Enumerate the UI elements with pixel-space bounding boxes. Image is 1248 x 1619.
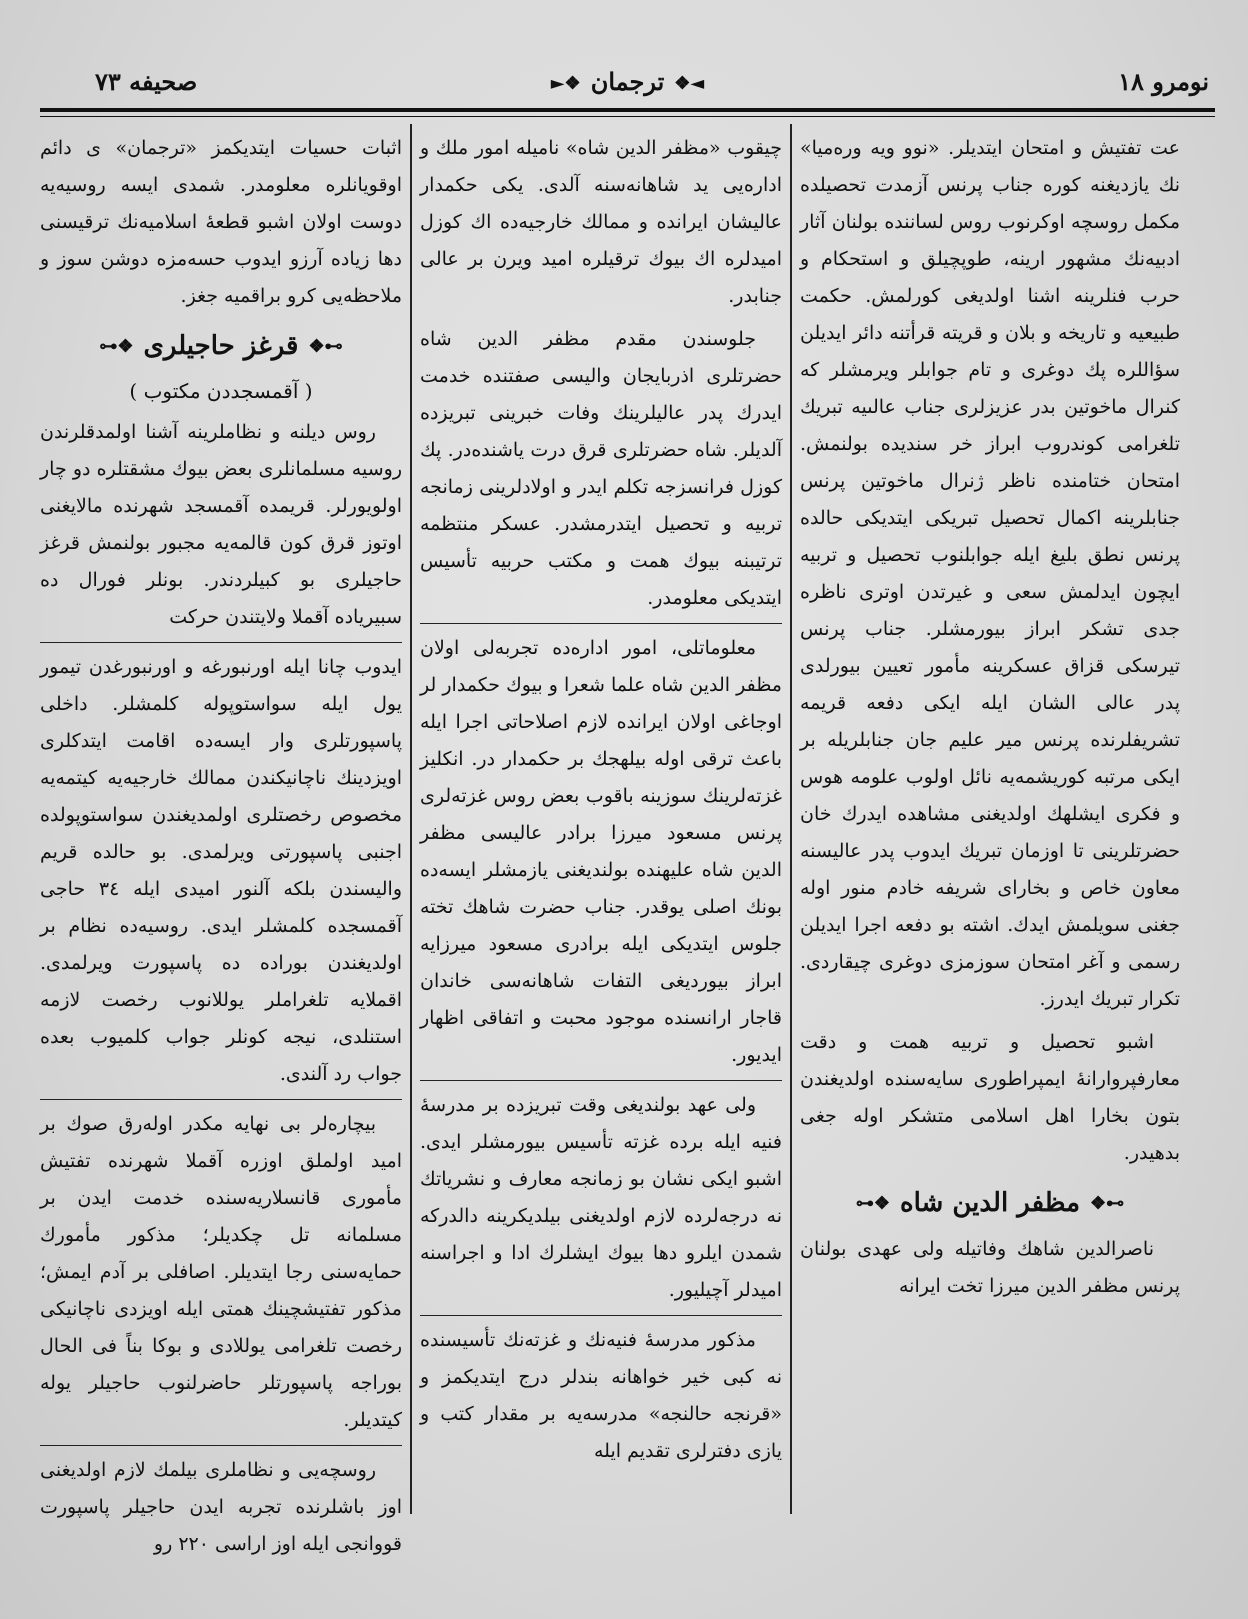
article-paragraph: روسچەيى و نظاملرى بيلمك لازم اولديغنى اوز باشلرنده تجربه ايدن حاجيلر پاسپورت قووانجى ايله اوز اراسى ٢٢٠ رو — [40, 1459, 402, 1555]
paragraph-rule — [40, 1445, 402, 1446]
paragraph-rule — [420, 1080, 782, 1081]
section-heading — [40, 323, 402, 370]
issue-number: نومرو ١٨ — [1118, 67, 1209, 96]
page-number: صحيفه ٧٣ — [95, 67, 198, 96]
ornament-icon: ⊶❖ — [1090, 1193, 1125, 1214]
section-heading-text: مظفر الدين شاه — [899, 1188, 1080, 1218]
paragraph-rule — [40, 642, 402, 643]
masthead-title-text: ترجمان — [590, 67, 665, 96]
column-divider — [410, 124, 412, 1514]
article-paragraph: بيچارەلر بى نهايه مكدر اولەرق صوك بر اميد اولملق اوزره آقملا شهرنده تفتيش مأمورى قانسلاريەسنده خدمت ايدن بر مسلمانه تل چكديلر؛ مذكور مأمورك حمايەسنى رجا ايتديلر. اصافلى بر آدم ايمش؛ مذكور تفتيشچينك همتى ايله اويزدى ناچانيكى رخصت تلغرامى يوللادى و بوكا بناً فى الحال بوراجه پاسپورتلر حاضرلنوب حاجيلر يوله كيتديلر. — [40, 1113, 402, 1431]
paragraph-rule — [420, 623, 782, 624]
column-right — [800, 130, 1180, 1515]
article-paragraph: مذكور مدرسۀ فنيەنك و غزتەنك تأسيسنده نه كبى خير خواهانه بندلر درج ايتديكمز و «قرنجه حالنجه» مدرسەيه بر مقدار كتب و يازى دفترلرى تقديم ايله — [420, 1329, 782, 1462]
article-paragraph: روس ديلنه و نظاملرينه آشنا اولمدقلرندن روسيه مسلمانلرى بعض بيوك مشقتلره دو چار اولويورلر. قريمده آقمسجد شهرنده مالايغنى اوتوز قرق كون قالمەيه مجبور بولنمش قرغز حاجيلرى بو كبيلردندر. بونلر فورال ده سبيرياده آقملا ولايتندن حركت — [40, 421, 402, 628]
article-paragraph: عت تفتيش و امتحان ايتديلر. «نوو ويه ورەميا» نك يازديغنه كوره جناب پرنس آزمدت تحصيلده مكمل روسچه اوكرنوب روس لسانندە بولنان آثار ادبيەنك مشهور ارينه، طوپچيلق و استحكام و حرب فنلرينه اشنا اولديغى كورلمش. حكمت طبيعيه و تاريخه و بلان و قريته قرأتنه دائر ايديلن سؤاللره پك دوغرى و تام جوابلر ويرمشلر كه كنرال ماخوتين بدر عزيزلرى جناب عالىيه تبريك تلغرامى كوندروب ابراز خر سنديده بولنمش. امتحان ختامنده ناظر ژنرال ماخوتين پرنس جنابلرينه اكمال تحصيل تبريكى ايتديكى حالده پرنس نطق بليغ ايله جوابلنوب تحصيل و تربيه ايچون ايدلمش سعى و غيرتدن اوترى ناظره جدى تشكر ابراز بيورمشلر. جناب پرنس تيرسكى قزاق عسكرينه مأمور تعيين بيورلدى پدر عالى الشان ايله ايكى دفعه قريمه تشريفلرنده پرنس مير عليم جان جنابلريله بر ايكى مرتبه كوريشمەيە نائل اولوب علومه هوس و فكرى ايشلهك اولديغنى مشاهده ايدرك خان حضرتلرينى تا اوزمان تبريك ايدوب پدر عاليسنه معاون خاص و بخاراى شريفه خادم منور اوله جغنى سويلمش ايدك. اشته بو دفعه اجرا ايديلن رسمى و آغر امتحان سوزمزى دوغرى چيقاردى. تكرار تبريك ايدرز. — [800, 137, 1180, 1010]
header-rule — [40, 108, 1215, 112]
article-paragraph: جلوسندن مقدم مظفر الدين شاه حضرتلرى اذربايجان واليسى صفتنده خدمت ايدرك پدر عاليلرينك وفات خبرينى تبريزده آلديلر. شاه حضرتلرى قرق درت ياشندەدر. پك كوزل فرانسزجه تكلم ايدر و اولادلرينى زمانجه تربيه و تحصيل ايتدرمشدر. عسكر منتظمه ترتيبنه بيوك همت و مكتب حربيه تأسيس ايتديكى معلومدر. — [420, 328, 782, 609]
column-middle — [420, 130, 782, 1515]
ornament-icon: ⊶❖ — [308, 336, 343, 357]
page-header — [40, 60, 1215, 108]
header-rule-thin — [40, 116, 1215, 117]
masthead-title — [40, 66, 1215, 100]
ornament-icon: ❖⊷ — [99, 336, 134, 357]
paragraph-rule — [40, 1099, 402, 1100]
column-left — [40, 130, 402, 1555]
column-divider — [790, 124, 792, 1514]
article-paragraph: اثبات حسيات ايتديكمز «ترجمان» ى دائم اوقويانلره معلومدر. شمدى ايسه روسيەيه دوست اولان اشبو قطعۀ اسلاميەنك ترقيسنى دها زياده آرزو ايدوب حسەمزه دوشن سوز و ملاحظەيى كرو براقميه جغز. — [40, 137, 402, 307]
paragraph-rule — [420, 1315, 782, 1316]
article-paragraph: ناصرالدين شاهك وفاتيله ولى عهدى بولنان پرنس مظفر الدين ميرزا تخت ايرانه — [800, 1238, 1180, 1297]
ornament-icon: ◄❖ — [674, 72, 705, 94]
article-paragraph: معلوماتلى، امور ادارەده تجربەلى اولان مظفر الدين شاه علما شعرا و بيوك حكمدار لر اوجاغى اولان ايرانده لازم اصلاحاتى اجرا ايله باعث ترقى اوله بيلهجك بر حكمدار در. انكليز غزتەلرينك سوزينه باقوب بعض روس غزتەلرى پرنس مسعود ميرزا برادر عاليسى مظفر الدين شاه عليهنده بولنديغنى يازمشلر ايسەده بونك اصلى يوقدر. جناب حضرت شاهك تخته جلوس ايتديكى ايله برادرى مسعود ميرزايه ابراز بيورديغى التفات شاهانەسى خاندان قاجار ارانسنده موجود محبت و اتفاقى اظهار ايديور. — [420, 637, 782, 1066]
article-paragraph: چيقوب «مظفر الدين شاه» ناميله امور ملك و ادارەيى يد شاهانەسنه آلدى. يكى حكمدار عاليشان ايرانده و ممالك خارجيەده اك كوزل اميدلره اك بيوك ترقيلره اميد ويرن بر عالى جنابدر. — [420, 137, 782, 307]
section-heading-text: قرغز حاجيلرى — [143, 331, 299, 361]
ornament-icon: ❖► — [550, 72, 581, 94]
ornament-icon: ❖⊷ — [855, 1193, 890, 1214]
article-paragraph: ولى عهد بولنديغى وقت تبريزده بر مدرسۀ فنيه ايله برده غزته تأسيس بيورمشلر ايدى. اشبو ايكى نشان بو زمانجه معارف و نشرياتك نه درجەلرده لازم اولديغنى بيلديكرينه دالدركه شمدن ايلرو دها بيوك ايشلرك ادا و اجراسنه اميدلر آچيليور. — [420, 1094, 782, 1301]
article-paragraph: ايدوب چانا ايله اورنبورغه و اورنبورغدن تيمور يول ايله سواستوپوله كلمشلر. داخلى پاسپورتلرى وار ايسەده اقامت ايتدكلرى اويزدينك ناچانيكندن ممالك خارجيەيه كيتمەيه مخصوص رخصتلرى اولمديغندن سواستوپولده اجنبى پاسپورتى ويرلمدى. بو حالده قريم واليسندن بلكه آلنور اميدى ايله ٣٤ حاجى آقمسجده كلمشلر ايدى. روسيەده نظام بر اولديغندن بوراده ده پاسپورت ويرلمدى. اقملايه تلغراملر يوللانوب رخصت لازمه استنلدى، نيجه كونلر جواب كلميوب بعده جواب رد آلندى. — [40, 656, 402, 1085]
section-subheading: ( آقمسجددن مكتوب ) — [129, 379, 313, 403]
article-paragraph: اشبو تحصيل و تربيه همت و دقت معارفپروارانۀ ايمپراطورى سايەسندە اولديغندن بتون بخارا اهل اسلامى متشكر اوله جغى بدهيدر. — [800, 1031, 1180, 1164]
section-heading — [800, 1180, 1180, 1227]
